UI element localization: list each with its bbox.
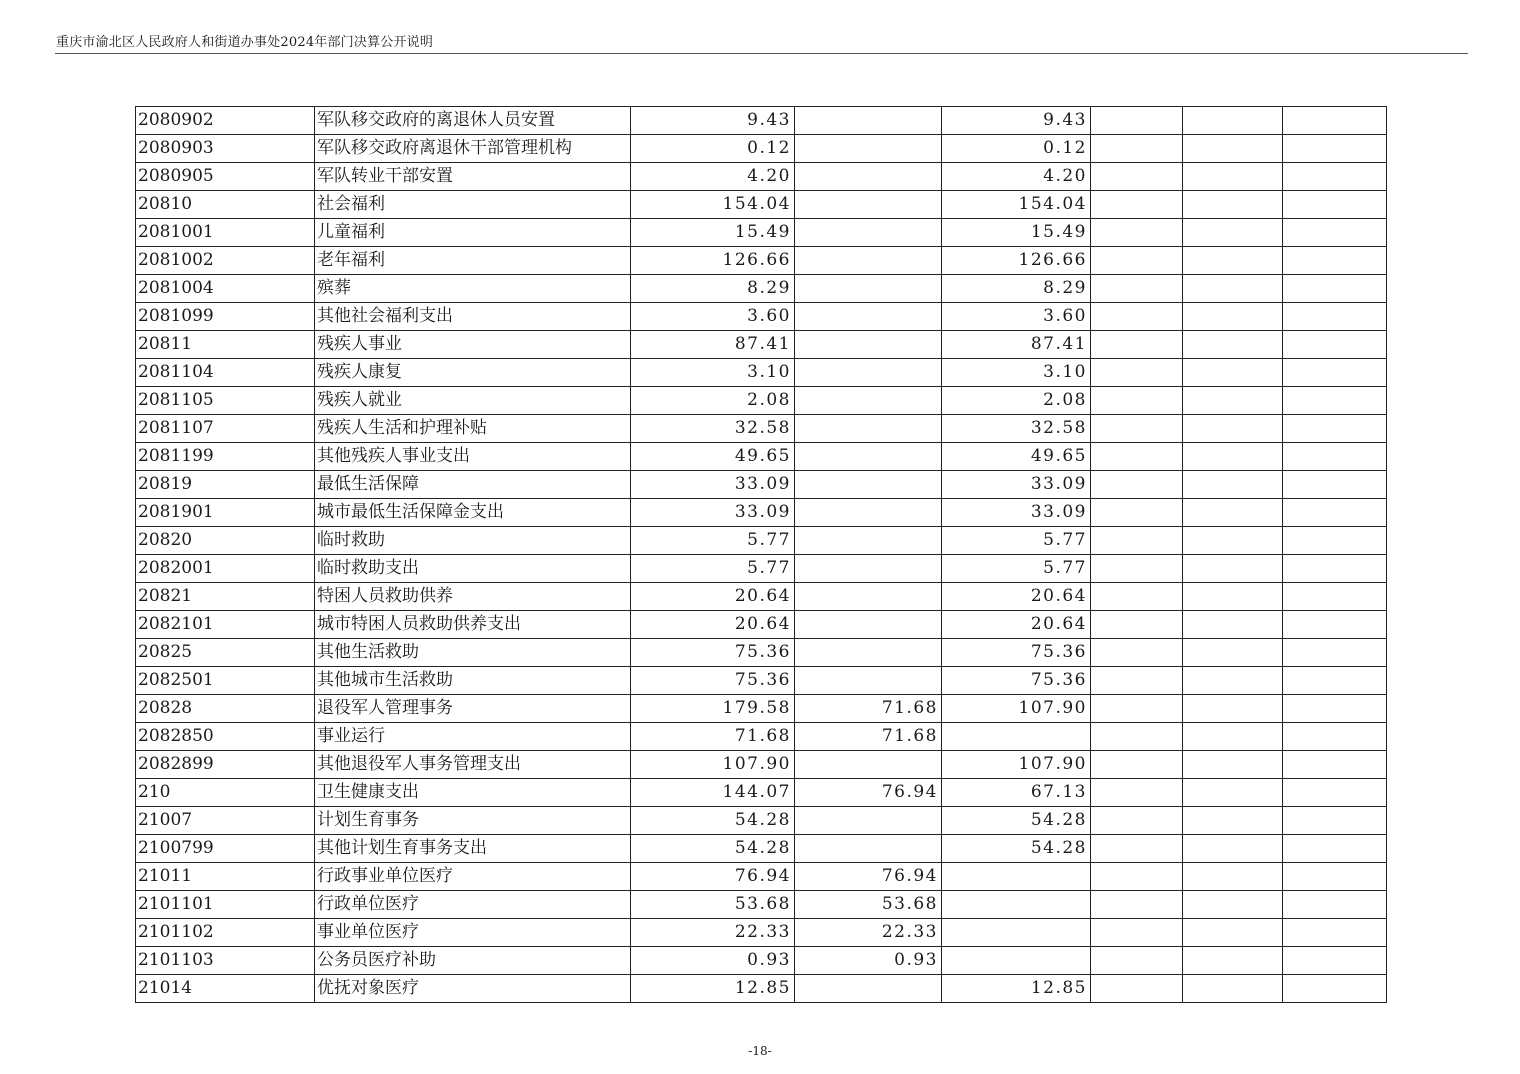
- cell-code: 21007: [136, 807, 315, 835]
- cell-col7: [1183, 751, 1283, 779]
- cell-project: 75.36: [942, 667, 1091, 695]
- cell-col6: [1091, 219, 1183, 247]
- cell-code: 2101101: [136, 891, 315, 919]
- cell-total: 9.43: [631, 107, 795, 135]
- cell-total: 20.64: [631, 583, 795, 611]
- cell-code: 20821: [136, 583, 315, 611]
- table-row: [136, 555, 1387, 583]
- cell-name: 老年福利: [315, 247, 631, 275]
- table-row: [136, 219, 1387, 247]
- cell-basic: [795, 387, 942, 415]
- cell-basic: [795, 415, 942, 443]
- cell-code: 2081004: [136, 275, 315, 303]
- cell-col8: [1283, 807, 1387, 835]
- cell-col6: [1091, 499, 1183, 527]
- cell-name: 其他生活救助: [315, 639, 631, 667]
- cell-code: 2080905: [136, 163, 315, 191]
- cell-col8: [1283, 471, 1387, 499]
- table-row: [136, 975, 1387, 1003]
- cell-name: 最低生活保障: [315, 471, 631, 499]
- cell-total: 126.66: [631, 247, 795, 275]
- cell-col7: [1183, 191, 1283, 219]
- table-row: [136, 359, 1387, 387]
- header-divider: [55, 53, 1468, 54]
- table-row: [136, 471, 1387, 499]
- table-row: [136, 331, 1387, 359]
- cell-col6: [1091, 611, 1183, 639]
- cell-col8: [1283, 667, 1387, 695]
- cell-col6: [1091, 555, 1183, 583]
- cell-name: 城市最低生活保障金支出: [315, 499, 631, 527]
- cell-code: 21011: [136, 863, 315, 891]
- cell-col8: [1283, 247, 1387, 275]
- cell-name: 事业单位医疗: [315, 919, 631, 947]
- cell-basic: [795, 527, 942, 555]
- cell-basic: 22.33: [795, 919, 942, 947]
- cell-project: [942, 863, 1091, 891]
- cell-total: 4.20: [631, 163, 795, 191]
- cell-total: 75.36: [631, 667, 795, 695]
- cell-col7: [1183, 919, 1283, 947]
- table-row: [136, 303, 1387, 331]
- cell-col8: [1283, 415, 1387, 443]
- expenditure-table: [135, 106, 1387, 1003]
- cell-col7: [1183, 555, 1283, 583]
- table-row: [136, 835, 1387, 863]
- cell-col6: [1091, 891, 1183, 919]
- cell-total: 5.77: [631, 527, 795, 555]
- cell-col6: [1091, 583, 1183, 611]
- cell-code: 2081105: [136, 387, 315, 415]
- cell-name: 其他退役军人事务管理支出: [315, 751, 631, 779]
- cell-col7: [1183, 611, 1283, 639]
- cell-basic: [795, 807, 942, 835]
- cell-col7: [1183, 107, 1283, 135]
- cell-basic: [795, 135, 942, 163]
- cell-project: 107.90: [942, 751, 1091, 779]
- table-row: [136, 443, 1387, 471]
- cell-project: 54.28: [942, 835, 1091, 863]
- cell-project: 67.13: [942, 779, 1091, 807]
- cell-col6: [1091, 359, 1183, 387]
- cell-col6: [1091, 751, 1183, 779]
- cell-col6: [1091, 835, 1183, 863]
- cell-project: 154.04: [942, 191, 1091, 219]
- cell-project: 20.64: [942, 611, 1091, 639]
- cell-col8: [1283, 695, 1387, 723]
- cell-project: 20.64: [942, 583, 1091, 611]
- cell-name: 计划生育事务: [315, 807, 631, 835]
- cell-name: 残疾人康复: [315, 359, 631, 387]
- cell-name: 社会福利: [315, 191, 631, 219]
- cell-col8: [1283, 163, 1387, 191]
- table-row: [136, 695, 1387, 723]
- cell-col7: [1183, 471, 1283, 499]
- cell-total: 49.65: [631, 443, 795, 471]
- cell-col6: [1091, 527, 1183, 555]
- page-number: -18-: [748, 1044, 772, 1058]
- cell-col8: [1283, 359, 1387, 387]
- table-row: [136, 807, 1387, 835]
- cell-code: 2080903: [136, 135, 315, 163]
- cell-code: 2082501: [136, 667, 315, 695]
- cell-name: 其他残疾人事业支出: [315, 443, 631, 471]
- cell-col8: [1283, 219, 1387, 247]
- cell-col6: [1091, 779, 1183, 807]
- cell-project: 87.41: [942, 331, 1091, 359]
- cell-code: 20825: [136, 639, 315, 667]
- cell-total: 54.28: [631, 807, 795, 835]
- cell-col7: [1183, 583, 1283, 611]
- cell-total: 154.04: [631, 191, 795, 219]
- cell-basic: [795, 667, 942, 695]
- table-row: [136, 639, 1387, 667]
- cell-code: 2082850: [136, 723, 315, 751]
- cell-basic: 53.68: [795, 891, 942, 919]
- cell-code: 210: [136, 779, 315, 807]
- cell-col7: [1183, 443, 1283, 471]
- cell-total: 54.28: [631, 835, 795, 863]
- cell-project: [942, 723, 1091, 751]
- page-header-title: 重庆市渝北区人民政府人和街道办事处2024年部门决算公开说明: [56, 35, 434, 50]
- cell-col7: [1183, 219, 1283, 247]
- cell-col8: [1283, 891, 1387, 919]
- cell-basic: [795, 331, 942, 359]
- cell-col6: [1091, 275, 1183, 303]
- cell-basic: [795, 275, 942, 303]
- cell-col6: [1091, 331, 1183, 359]
- cell-name: 特困人员救助供养: [315, 583, 631, 611]
- cell-name: 军队移交政府离退休干部管理机构: [315, 135, 631, 163]
- cell-total: 2.08: [631, 387, 795, 415]
- cell-col7: [1183, 163, 1283, 191]
- cell-col6: [1091, 471, 1183, 499]
- cell-total: 87.41: [631, 331, 795, 359]
- table-row: [136, 247, 1387, 275]
- cell-code: 2081199: [136, 443, 315, 471]
- cell-code: 2081001: [136, 219, 315, 247]
- cell-basic: 0.93: [795, 947, 942, 975]
- cell-name: 事业运行: [315, 723, 631, 751]
- table-row: [136, 751, 1387, 779]
- cell-project: 2.08: [942, 387, 1091, 415]
- cell-project: [942, 891, 1091, 919]
- cell-col7: [1183, 695, 1283, 723]
- table-row: [136, 891, 1387, 919]
- cell-col7: [1183, 331, 1283, 359]
- cell-col8: [1283, 135, 1387, 163]
- cell-code: 2082101: [136, 611, 315, 639]
- cell-total: 32.58: [631, 415, 795, 443]
- cell-name: 优抚对象医疗: [315, 975, 631, 1003]
- cell-basic: 71.68: [795, 723, 942, 751]
- cell-project: [942, 947, 1091, 975]
- cell-col7: [1183, 527, 1283, 555]
- cell-basic: [795, 107, 942, 135]
- cell-code: 2082899: [136, 751, 315, 779]
- cell-total: 20.64: [631, 611, 795, 639]
- cell-total: 33.09: [631, 471, 795, 499]
- cell-name: 军队移交政府的离退休人员安置: [315, 107, 631, 135]
- table-row: [136, 947, 1387, 975]
- cell-name: 其他城市生活救助: [315, 667, 631, 695]
- cell-total: 107.90: [631, 751, 795, 779]
- cell-name: 残疾人就业: [315, 387, 631, 415]
- table-row: [136, 667, 1387, 695]
- cell-basic: 76.94: [795, 779, 942, 807]
- cell-code: 20828: [136, 695, 315, 723]
- table-body: [136, 107, 1387, 1003]
- cell-col7: [1183, 807, 1283, 835]
- cell-code: 2101103: [136, 947, 315, 975]
- table-row: [136, 499, 1387, 527]
- cell-project: 15.49: [942, 219, 1091, 247]
- cell-col7: [1183, 891, 1283, 919]
- cell-total: 179.58: [631, 695, 795, 723]
- cell-project: 75.36: [942, 639, 1091, 667]
- cell-project: 107.90: [942, 695, 1091, 723]
- cell-project: 5.77: [942, 527, 1091, 555]
- cell-code: 2080902: [136, 107, 315, 135]
- cell-basic: [795, 247, 942, 275]
- table-row: [136, 611, 1387, 639]
- cell-col8: [1283, 527, 1387, 555]
- cell-col6: [1091, 191, 1183, 219]
- cell-total: 12.85: [631, 975, 795, 1003]
- cell-col8: [1283, 975, 1387, 1003]
- cell-total: 3.10: [631, 359, 795, 387]
- cell-basic: [795, 303, 942, 331]
- cell-col6: [1091, 639, 1183, 667]
- cell-project: 9.43: [942, 107, 1091, 135]
- cell-col8: [1283, 191, 1387, 219]
- cell-col8: [1283, 303, 1387, 331]
- cell-col8: [1283, 835, 1387, 863]
- cell-total: 15.49: [631, 219, 795, 247]
- cell-col7: [1183, 247, 1283, 275]
- cell-col8: [1283, 275, 1387, 303]
- cell-col7: [1183, 275, 1283, 303]
- cell-total: 144.07: [631, 779, 795, 807]
- cell-project: 54.28: [942, 807, 1091, 835]
- cell-project: 49.65: [942, 443, 1091, 471]
- cell-code: 2100799: [136, 835, 315, 863]
- cell-total: 3.60: [631, 303, 795, 331]
- cell-col7: [1183, 723, 1283, 751]
- cell-basic: [795, 583, 942, 611]
- cell-col7: [1183, 947, 1283, 975]
- table-row: [136, 163, 1387, 191]
- cell-code: 20819: [136, 471, 315, 499]
- cell-name: 临时救助支出: [315, 555, 631, 583]
- cell-code: 2081104: [136, 359, 315, 387]
- cell-code: 2081901: [136, 499, 315, 527]
- cell-basic: [795, 751, 942, 779]
- cell-name: 残疾人生活和护理补贴: [315, 415, 631, 443]
- cell-code: 20811: [136, 331, 315, 359]
- cell-col8: [1283, 723, 1387, 751]
- cell-col8: [1283, 499, 1387, 527]
- cell-basic: [795, 499, 942, 527]
- cell-code: 2081107: [136, 415, 315, 443]
- cell-basic: [795, 835, 942, 863]
- cell-code: 2081099: [136, 303, 315, 331]
- cell-col6: [1091, 387, 1183, 415]
- cell-total: 22.33: [631, 919, 795, 947]
- cell-code: 2101102: [136, 919, 315, 947]
- cell-col6: [1091, 807, 1183, 835]
- cell-col7: [1183, 639, 1283, 667]
- cell-total: 5.77: [631, 555, 795, 583]
- cell-project: 4.20: [942, 163, 1091, 191]
- cell-name: 其他社会福利支出: [315, 303, 631, 331]
- cell-col8: [1283, 751, 1387, 779]
- cell-col6: [1091, 443, 1183, 471]
- cell-col6: [1091, 863, 1183, 891]
- cell-code: 2081002: [136, 247, 315, 275]
- cell-col6: [1091, 723, 1183, 751]
- cell-total: 0.12: [631, 135, 795, 163]
- cell-col8: [1283, 947, 1387, 975]
- cell-col8: [1283, 863, 1387, 891]
- cell-code: 20810: [136, 191, 315, 219]
- cell-col7: [1183, 303, 1283, 331]
- table-row: [136, 275, 1387, 303]
- table-row: [136, 723, 1387, 751]
- cell-col6: [1091, 695, 1183, 723]
- cell-col8: [1283, 919, 1387, 947]
- table-row: [136, 107, 1387, 135]
- cell-total: 71.68: [631, 723, 795, 751]
- cell-col7: [1183, 135, 1283, 163]
- cell-basic: 76.94: [795, 863, 942, 891]
- cell-col6: [1091, 415, 1183, 443]
- cell-basic: [795, 443, 942, 471]
- table-row: [136, 919, 1387, 947]
- cell-col7: [1183, 667, 1283, 695]
- cell-col7: [1183, 835, 1283, 863]
- cell-project: 33.09: [942, 471, 1091, 499]
- cell-name: 退役军人管理事务: [315, 695, 631, 723]
- cell-basic: [795, 191, 942, 219]
- table-row: [136, 415, 1387, 443]
- cell-project: 3.60: [942, 303, 1091, 331]
- cell-col8: [1283, 107, 1387, 135]
- cell-name: 其他计划生育事务支出: [315, 835, 631, 863]
- cell-basic: [795, 359, 942, 387]
- cell-col6: [1091, 107, 1183, 135]
- cell-basic: 71.68: [795, 695, 942, 723]
- cell-code: 2082001: [136, 555, 315, 583]
- cell-col8: [1283, 331, 1387, 359]
- cell-col8: [1283, 611, 1387, 639]
- cell-project: 33.09: [942, 499, 1091, 527]
- table-row: [136, 191, 1387, 219]
- cell-col7: [1183, 779, 1283, 807]
- cell-total: 0.93: [631, 947, 795, 975]
- table-row: [136, 779, 1387, 807]
- cell-total: 53.68: [631, 891, 795, 919]
- cell-col8: [1283, 639, 1387, 667]
- cell-basic: [795, 219, 942, 247]
- cell-basic: [795, 555, 942, 583]
- cell-col7: [1183, 415, 1283, 443]
- cell-name: 临时救助: [315, 527, 631, 555]
- cell-col8: [1283, 443, 1387, 471]
- table-row: [136, 135, 1387, 163]
- cell-total: 33.09: [631, 499, 795, 527]
- cell-col8: [1283, 387, 1387, 415]
- cell-name: 残疾人事业: [315, 331, 631, 359]
- cell-col6: [1091, 163, 1183, 191]
- cell-col8: [1283, 779, 1387, 807]
- cell-col7: [1183, 387, 1283, 415]
- cell-project: 12.85: [942, 975, 1091, 1003]
- cell-project: 5.77: [942, 555, 1091, 583]
- cell-code: 20820: [136, 527, 315, 555]
- cell-name: 城市特困人员救助供养支出: [315, 611, 631, 639]
- cell-col7: [1183, 863, 1283, 891]
- cell-name: 儿童福利: [315, 219, 631, 247]
- cell-name: 行政事业单位医疗: [315, 863, 631, 891]
- cell-col6: [1091, 135, 1183, 163]
- cell-code: 21014: [136, 975, 315, 1003]
- cell-basic: [795, 471, 942, 499]
- cell-col6: [1091, 667, 1183, 695]
- cell-basic: [795, 163, 942, 191]
- cell-name: 行政单位医疗: [315, 891, 631, 919]
- cell-col8: [1283, 555, 1387, 583]
- cell-basic: [795, 611, 942, 639]
- table-row: [136, 387, 1387, 415]
- cell-basic: [795, 975, 942, 1003]
- cell-total: 76.94: [631, 863, 795, 891]
- table-row: [136, 863, 1387, 891]
- cell-col7: [1183, 359, 1283, 387]
- cell-col6: [1091, 303, 1183, 331]
- cell-col7: [1183, 499, 1283, 527]
- cell-col6: [1091, 919, 1183, 947]
- cell-col6: [1091, 947, 1183, 975]
- cell-total: 8.29: [631, 275, 795, 303]
- cell-name: 军队转业干部安置: [315, 163, 631, 191]
- cell-project: 8.29: [942, 275, 1091, 303]
- cell-total: 75.36: [631, 639, 795, 667]
- cell-project: 0.12: [942, 135, 1091, 163]
- cell-project: 32.58: [942, 415, 1091, 443]
- cell-project: 126.66: [942, 247, 1091, 275]
- cell-name: 卫生健康支出: [315, 779, 631, 807]
- cell-col8: [1283, 583, 1387, 611]
- cell-basic: [795, 639, 942, 667]
- cell-project: [942, 919, 1091, 947]
- cell-col6: [1091, 975, 1183, 1003]
- table-row: [136, 583, 1387, 611]
- cell-project: 3.10: [942, 359, 1091, 387]
- cell-name: 殡葬: [315, 275, 631, 303]
- cell-col7: [1183, 975, 1283, 1003]
- cell-col6: [1091, 247, 1183, 275]
- cell-name: 公务员医疗补助: [315, 947, 631, 975]
- table-row: [136, 527, 1387, 555]
